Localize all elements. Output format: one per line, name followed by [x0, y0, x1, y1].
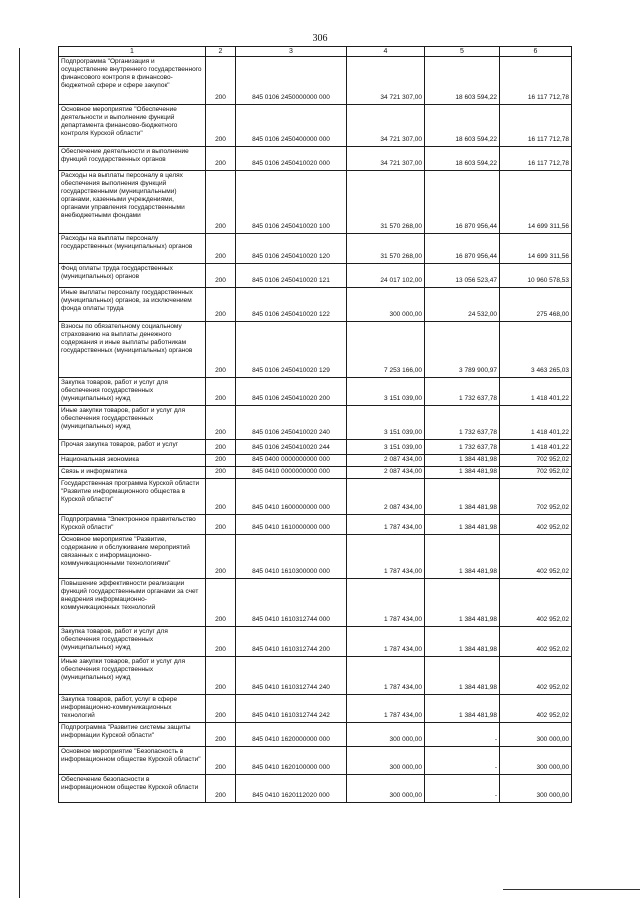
- row-unexecuted-amount: 402 952,02: [500, 695, 572, 723]
- table-row: [59, 171, 572, 234]
- row-name: Иные закупки товаров, работ и услуг для обеспечения государственных (муниципальных) нужд: [59, 406, 206, 440]
- row-executed-amount: 16 870 956,44: [425, 171, 500, 234]
- row-approved-amount: 34 721 307,00: [347, 147, 425, 171]
- row-approved-amount: 1 787 434,00: [347, 579, 425, 627]
- row-budget-code: 845 0410 1610312744 240: [236, 657, 347, 695]
- row-name: Закупка товаров, работ и услуг для обеспечения государственных (муниципальных) нужд: [59, 378, 206, 406]
- row-approved-amount: 3 151 039,00: [347, 406, 425, 440]
- row-code-admin: 200: [206, 535, 236, 579]
- column-number: 3: [236, 47, 347, 57]
- row-code-admin: 200: [206, 288, 236, 322]
- row-unexecuted-amount: 16 117 712,78: [500, 105, 572, 147]
- row-executed-amount: 13 056 523,47: [425, 264, 500, 288]
- row-executed-amount: 1 384 481,98: [425, 515, 500, 535]
- row-approved-amount: 1 787 434,00: [347, 657, 425, 695]
- column-number: 4: [347, 47, 425, 57]
- row-budget-code: 845 0410 1610300000 000: [236, 535, 347, 579]
- row-approved-amount: 1 787 434,00: [347, 695, 425, 723]
- row-approved-amount: 300 000,00: [347, 747, 425, 775]
- column-number: 6: [500, 47, 572, 57]
- table-row: [59, 264, 572, 288]
- row-code-admin: 200: [206, 775, 236, 803]
- table-row: [59, 723, 572, 747]
- row-executed-amount: 18 603 594,22: [425, 147, 500, 171]
- table-row: [59, 406, 572, 440]
- table-row: [59, 234, 572, 264]
- row-approved-amount: 1 787 434,00: [347, 535, 425, 579]
- row-executed-amount: 1 384 481,98: [425, 627, 500, 657]
- table-row: [59, 627, 572, 657]
- row-unexecuted-amount: 402 952,02: [500, 515, 572, 535]
- row-executed-amount: -: [425, 747, 500, 775]
- table-row: [59, 455, 572, 467]
- row-unexecuted-amount: 275 468,00: [500, 288, 572, 322]
- row-executed-amount: 16 870 956,44: [425, 234, 500, 264]
- row-code-admin: 200: [206, 657, 236, 695]
- row-name: Закупка товаров, работ и услуг для обеспечения государственных (муниципальных) нужд: [59, 627, 206, 657]
- table-row: [59, 695, 572, 723]
- row-name: Обеспечение деятельности и выполнение функций государственных органов: [59, 147, 206, 171]
- row-executed-amount: 1 384 481,98: [425, 657, 500, 695]
- row-approved-amount: 34 721 307,00: [347, 105, 425, 147]
- table-row: [59, 467, 572, 479]
- row-approved-amount: 24 017 102,00: [347, 264, 425, 288]
- row-name: Расходы на выплаты персоналу в целях обеспечения выполнения функций государственными (муниципальными) органами, казенными учреждениями, органами управления государственными внебюджетными фондами: [59, 171, 206, 234]
- row-name: Основное мероприятие "Развитие, содержание и обслуживание мероприятий связанных с информационно-коммуникационными технологиями": [59, 535, 206, 579]
- row-budget-code: 845 0106 2450410020 129: [236, 322, 347, 378]
- row-unexecuted-amount: 702 952,02: [500, 479, 572, 515]
- row-name: Основное мероприятие "Безопасность в информационном обществе Курской области": [59, 747, 206, 775]
- page-number: 306: [312, 33, 328, 44]
- row-unexecuted-amount: 402 952,02: [500, 657, 572, 695]
- row-executed-amount: -: [425, 775, 500, 803]
- row-name: Национальная экономика: [59, 455, 206, 467]
- row-unexecuted-amount: 702 952,02: [500, 455, 572, 467]
- row-budget-code: 845 0410 1610312744 000: [236, 579, 347, 627]
- row-executed-amount: 1 384 481,98: [425, 455, 500, 467]
- row-executed-amount: 1 732 637,78: [425, 440, 500, 455]
- row-budget-code: 845 0410 1610312744 242: [236, 695, 347, 723]
- row-executed-amount: 1 732 637,78: [425, 378, 500, 406]
- row-name: Основное мероприятие "Обеспечение деятельности и выполнение функций департамента финансово-бюджетного контроля Курской области": [59, 105, 206, 147]
- row-approved-amount: 31 570 268,00: [347, 234, 425, 264]
- table-row: [59, 378, 572, 406]
- row-unexecuted-amount: 300 000,00: [500, 723, 572, 747]
- row-unexecuted-amount: 16 117 712,78: [500, 57, 572, 105]
- table-row: [59, 57, 572, 105]
- row-budget-code: 845 0106 2450410020 121: [236, 264, 347, 288]
- row-approved-amount: 3 151 039,00: [347, 378, 425, 406]
- row-unexecuted-amount: 300 000,00: [500, 775, 572, 803]
- row-code-admin: 200: [206, 723, 236, 747]
- table-row: [59, 288, 572, 322]
- row-code-admin: 200: [206, 455, 236, 467]
- row-budget-code: 845 0410 1610000000 000: [236, 515, 347, 535]
- row-budget-code: 845 0106 2450400000 000: [236, 105, 347, 147]
- row-code-admin: 200: [206, 147, 236, 171]
- row-executed-amount: -: [425, 723, 500, 747]
- row-executed-amount: 1 384 481,98: [425, 535, 500, 579]
- row-code-admin: 200: [206, 579, 236, 627]
- row-approved-amount: 2 087 434,00: [347, 479, 425, 515]
- row-budget-code: 845 0106 2450000000 000: [236, 57, 347, 105]
- row-unexecuted-amount: 402 952,02: [500, 627, 572, 657]
- row-budget-code: 845 0106 2450410020 120: [236, 234, 347, 264]
- row-budget-code: 845 0106 2450410020 244: [236, 440, 347, 455]
- row-budget-code: 845 0410 1610312744 200: [236, 627, 347, 657]
- row-name: Обеспечение безопасности в информационном обществе Курской области: [59, 775, 206, 803]
- table-row: [59, 747, 572, 775]
- row-budget-code: 845 0410 0000000000 000: [236, 467, 347, 479]
- row-approved-amount: 2 087 434,00: [347, 455, 425, 467]
- row-executed-amount: 24 532,00: [425, 288, 500, 322]
- row-code-admin: 200: [206, 627, 236, 657]
- row-approved-amount: 34 721 307,00: [347, 57, 425, 105]
- table-row: [59, 579, 572, 627]
- row-code-admin: 200: [206, 515, 236, 535]
- row-budget-code: 845 0106 2450410020 122: [236, 288, 347, 322]
- row-code-admin: 200: [206, 479, 236, 515]
- row-code-admin: 200: [206, 406, 236, 440]
- row-code-admin: 200: [206, 264, 236, 288]
- row-code-admin: 200: [206, 57, 236, 105]
- row-name: Расходы на выплаты персоналу государственных (муниципальных) органов: [59, 234, 206, 264]
- row-code-admin: 200: [206, 467, 236, 479]
- table-row: [59, 479, 572, 515]
- table-row: [59, 322, 572, 378]
- row-name: Повышение эффективности реализации функций государственными органами за счет внедрения информационно-коммуникационных технологий: [59, 579, 206, 627]
- row-approved-amount: 3 151 039,00: [347, 440, 425, 455]
- row-name: Подпрограмма "Электронное правительство Курской области": [59, 515, 206, 535]
- row-approved-amount: 31 570 268,00: [347, 171, 425, 234]
- row-approved-amount: 2 087 434,00: [347, 467, 425, 479]
- row-budget-code: 845 0106 2450410020 240: [236, 406, 347, 440]
- budget-table: [58, 46, 572, 803]
- row-name: Прочая закупка товаров, работ и услуг: [59, 440, 206, 455]
- table-row: [59, 535, 572, 579]
- row-code-admin: 200: [206, 234, 236, 264]
- row-approved-amount: 300 000,00: [347, 723, 425, 747]
- row-budget-code: 845 0106 2450410020 000: [236, 147, 347, 171]
- table-row: [59, 105, 572, 147]
- row-name: Государственная программа Курской области "Развитие информационного общества в Курской области": [59, 479, 206, 515]
- row-executed-amount: 18 603 594,22: [425, 57, 500, 105]
- row-budget-code: 845 0410 1620112020 000: [236, 775, 347, 803]
- row-name: Закупка товаров, работ, услуг в сфере информационно-коммуникационных технологий: [59, 695, 206, 723]
- table-row: [59, 515, 572, 535]
- row-executed-amount: 1 384 481,98: [425, 479, 500, 515]
- row-code-admin: 200: [206, 322, 236, 378]
- scan-edge-line: [19, 48, 20, 898]
- row-executed-amount: 18 603 594,22: [425, 105, 500, 147]
- row-name: Иные закупки товаров, работ и услуг для обеспечения государственных (муниципальных) нужд: [59, 657, 206, 695]
- row-budget-code: 845 0106 2450410020 100: [236, 171, 347, 234]
- row-budget-code: 845 0410 1620000000 000: [236, 723, 347, 747]
- column-number: 2: [206, 47, 236, 57]
- row-name: Подпрограмма "Развитие системы защиты информации Курской области": [59, 723, 206, 747]
- row-name: Иные выплаты персоналу государственных (муниципальных) органов, за исключением фонда оплаты труда: [59, 288, 206, 322]
- row-code-admin: 200: [206, 105, 236, 147]
- row-unexecuted-amount: 1 418 401,22: [500, 406, 572, 440]
- row-name: Фонд оплаты труда государственных (муниципальных) органов: [59, 264, 206, 288]
- row-budget-code: 845 0410 1620100000 000: [236, 747, 347, 775]
- row-approved-amount: 1 787 434,00: [347, 627, 425, 657]
- row-unexecuted-amount: 402 952,02: [500, 579, 572, 627]
- row-approved-amount: 300 000,00: [347, 288, 425, 322]
- row-approved-amount: 1 787 434,00: [347, 515, 425, 535]
- row-unexecuted-amount: 702 952,02: [500, 467, 572, 479]
- row-unexecuted-amount: 402 952,02: [500, 535, 572, 579]
- column-number: 1: [59, 47, 206, 57]
- row-executed-amount: 3 789 900,97: [425, 322, 500, 378]
- row-unexecuted-amount: 1 418 401,22: [500, 378, 572, 406]
- row-code-admin: 200: [206, 171, 236, 234]
- row-unexecuted-amount: 1 418 401,22: [500, 440, 572, 455]
- row-budget-code: 845 0400 0000000000 000: [236, 455, 347, 467]
- row-executed-amount: 1 732 637,78: [425, 406, 500, 440]
- row-budget-code: 845 0410 1600000000 000: [236, 479, 347, 515]
- table-row: [59, 147, 572, 171]
- row-name: Взносы по обязательному социальному страхованию на выплаты денежного содержания и иные выплаты работникам государственных (муниципальных) органов: [59, 322, 206, 378]
- row-budget-code: 845 0106 2450410020 200: [236, 378, 347, 406]
- table-row: [59, 657, 572, 695]
- row-unexecuted-amount: 16 117 712,78: [500, 147, 572, 171]
- column-number-row: [59, 47, 572, 57]
- row-executed-amount: 1 384 481,98: [425, 467, 500, 479]
- footer-rule: [503, 889, 640, 890]
- row-unexecuted-amount: 300 000,00: [500, 747, 572, 775]
- row-name: Подпрограмма "Организация и осуществление внутреннего государственного финансового контроля в финансово-бюджетной сфере и сфере закупок": [59, 57, 206, 105]
- row-code-admin: 200: [206, 747, 236, 775]
- row-unexecuted-amount: 3 463 265,03: [500, 322, 572, 378]
- row-executed-amount: 1 384 481,98: [425, 695, 500, 723]
- column-number: 5: [425, 47, 500, 57]
- row-code-admin: 200: [206, 695, 236, 723]
- row-unexecuted-amount: 14 699 311,56: [500, 171, 572, 234]
- row-unexecuted-amount: 10 960 578,53: [500, 264, 572, 288]
- table-row: [59, 775, 572, 803]
- row-unexecuted-amount: 14 699 311,56: [500, 234, 572, 264]
- row-approved-amount: 7 253 166,00: [347, 322, 425, 378]
- row-name: Связь и информатика: [59, 467, 206, 479]
- row-code-admin: 200: [206, 440, 236, 455]
- table-row: [59, 440, 572, 455]
- row-approved-amount: 300 000,00: [347, 775, 425, 803]
- row-executed-amount: 1 384 481,98: [425, 579, 500, 627]
- row-code-admin: 200: [206, 378, 236, 406]
